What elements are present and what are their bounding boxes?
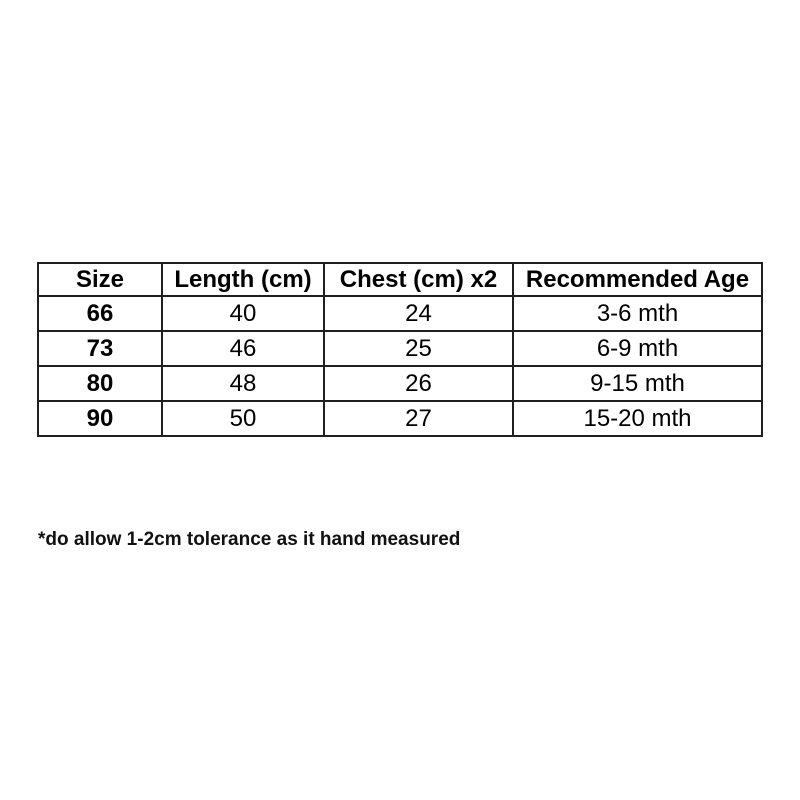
chest-cell: 27: [324, 401, 513, 436]
age-cell: 9-15 mth: [513, 366, 762, 401]
length-cell: 46: [162, 331, 324, 366]
size-cell: 90: [38, 401, 162, 436]
table-row: [38, 296, 762, 331]
size-cell: 80: [38, 366, 162, 401]
size-cell: 66: [38, 296, 162, 331]
size-cell: 73: [38, 331, 162, 366]
length-cell: 48: [162, 366, 324, 401]
length-cell: 50: [162, 401, 324, 436]
tolerance-footnote: *do allow 1-2cm tolerance as it hand measured: [38, 529, 461, 550]
table-row: [38, 366, 762, 401]
column-header-recommended-age: Recommended Age: [513, 263, 762, 296]
age-cell: 6-9 mth: [513, 331, 762, 366]
age-cell: 3-6 mth: [513, 296, 762, 331]
chest-cell: 26: [324, 366, 513, 401]
table-row: [38, 331, 762, 366]
size-chart-table: [37, 262, 763, 437]
table-row: [38, 401, 762, 436]
column-header-chest: Chest (cm) x2: [324, 263, 513, 296]
column-header-size: Size: [38, 263, 162, 296]
length-cell: 40: [162, 296, 324, 331]
chest-cell: 25: [324, 331, 513, 366]
chest-cell: 24: [324, 296, 513, 331]
age-cell: 15-20 mth: [513, 401, 762, 436]
column-header-length: Length (cm): [162, 263, 324, 296]
header-row: [38, 263, 762, 296]
